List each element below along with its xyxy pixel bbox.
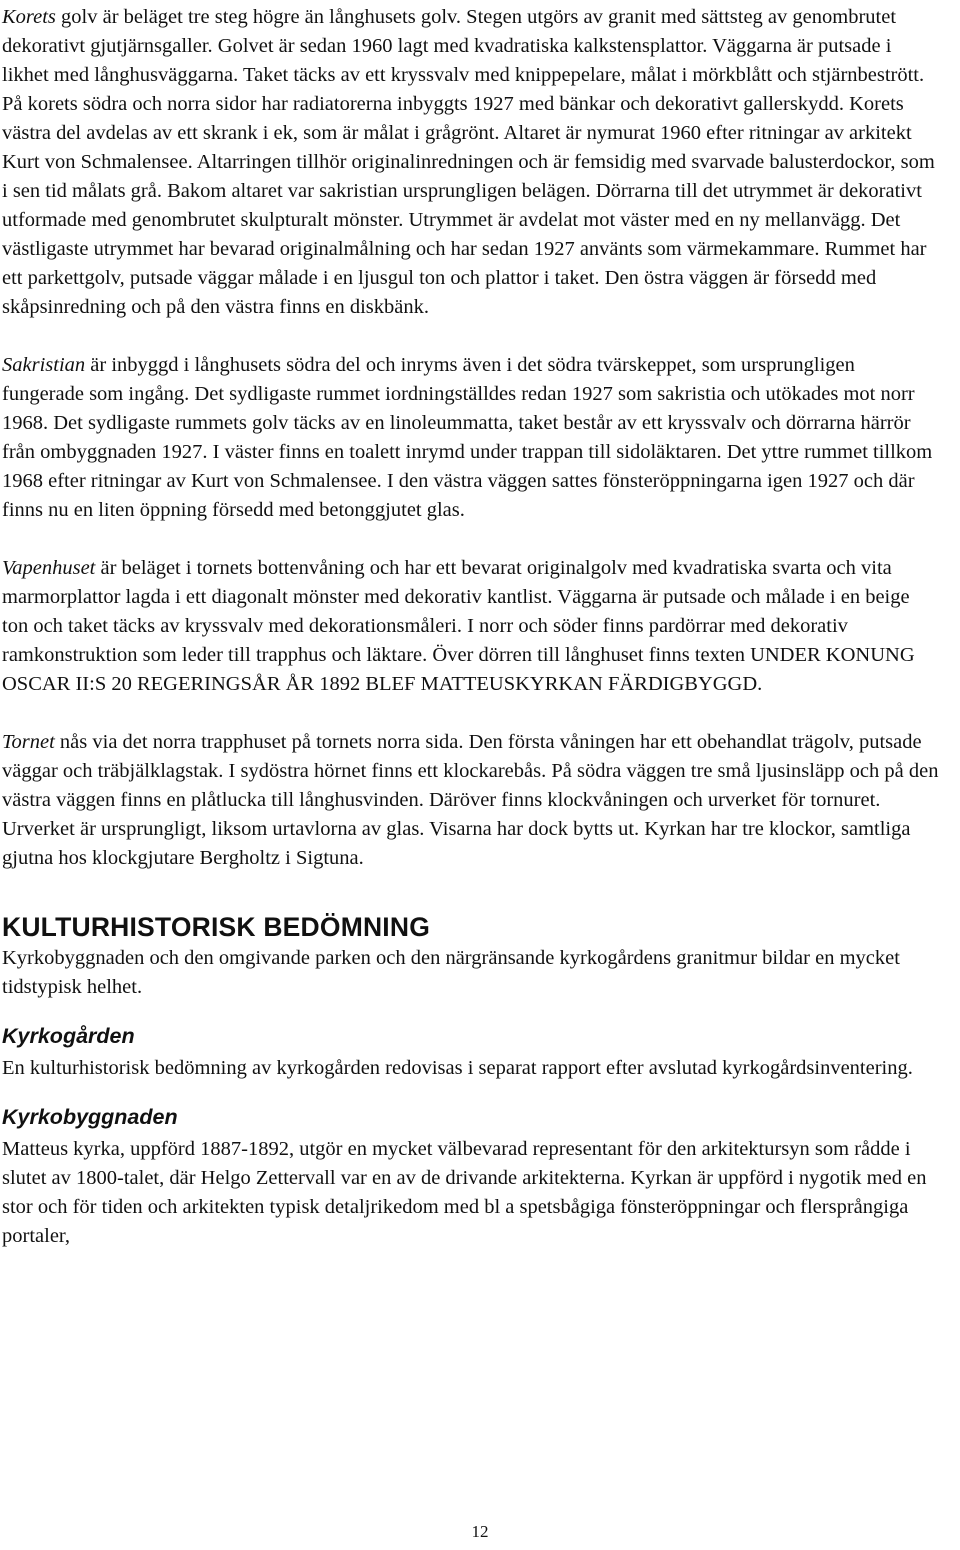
term-sakristian: Sakristian [2, 354, 86, 376]
paragraph-vapenhuset-text: är beläget i tornets bottenvåning och har ett bevarat originalgolv med kvadratiska svarta och vita marmorplattor lagda i ett diagonalt mönster med dekorativ kantlist. Väggarna är putsade och målade i en beige ton och taket täcks av kryssvalv med dekorationsmåleri. I norr och söder finns pardörrar med dekorativ ramkonstruktion som leder till trapphus och läktare. Över dörren till långhuset finns texten UNDER KONUNG OSCAR II:S 20 REGERINGSÅR ÅR 1892 BLEF MATTEUSKYRKAN FÄRDIGBYGGD. [2, 557, 915, 695]
term-tornet: Tornet [2, 731, 55, 753]
section-heading: KULTURHISTORISK BEDÖMNING [2, 912, 431, 942]
paragraph-koret-text: golv är beläget tre steg högre än långhusets golv. Stegen utgörs av granit med sättsteg av genombrutet dekorativt gjutjärnsgaller. Golvet är sedan 1960 lagt med kvadratiska kalkstensplattor. Väggarna är putsade i likhet med långhusväggarna. Taket täcks av ett kryssvalv med knippepelare, målat i mörkblått och stjärnbestrött. På korets södra och norra sidor har radiatorerna inbyggts 1927 med bänkar och dekorativt gallerskydd. Korets västra del avdelas av ett skrank i ek, som är målat i grågrönt. Altaret är nymurat 1960 efter ritningar av arkitekt Kurt von Schmalensee. Altarringen tillhör originalinredningen och är femsidig med svarvade balusterdockor, som i sen tid målats grå. Bakom altaret var sakristian ursprungligen belägen. Dörrarna till det utrymmet är dekorativt utformade med genombrutet skulpturalt mönster. Utrymmet är avdelat mot väster med en ny mellanvägg. Det västligaste utrymmet har bevarad originalmålning och har sedan 1927 använts som värmekammare. Rummet har ett parkettgolv, putsade väggar målade i en ljusgul ton och plattor i taket. Den östra väggen är försedd med skåpsinredning och på den västra finns en diskbänk. [2, 6, 935, 318]
paragraph-sakristian-text: är inbyggd i långhusets södra del och inryms även i det södra tvärskeppet, som ursprungligen fungerade som ingång. Det sydligaste rummet iordningställdes redan 1927 som sakristia och utökades mot norr 1968. Det sydligaste rummets golv täcks av en linoleummatta, taket består av ett kryssvalv och dörrarna härrör från ombyggnaden 1927. I väster finns en toalett inrymd under trappan till sidoläktaren. Det yttre rummet tillkom 1968 efter ritningar av Kurt von Schmalensee. I den västra väggen sattes fönsteröppningarna igen 1927 och där finns nu en liten öppning försedd med betonggjutet glas. [2, 354, 933, 521]
page-number: 12 [471, 1522, 489, 1541]
subsection-heading-kyrkogarden: Kyrkogården [2, 1024, 135, 1048]
paragraph-tornet-text: nås via det norra trapphuset på tornets norra sida. Den första våningen har ett obehandlat trägolv, putsade väggar och träbjälklagstak. I sydöstra hörnet finns ett klockarebås. På södra väggen tre små ljusinsläpp och på den västra väggen finns en plåtlucka till långhusvinden. Däröver finns klockvåningen och urverket för tornuret. Urverket är ursprungligt, liksom urtavlorna av glas. Visarna har dock bytts ut. Kyrkan har tre klockor, samtliga gjutna hos klockgjutare Bergholtz i Sigtuna. [2, 731, 939, 869]
term-vapenhuset: Vapenhuset [2, 557, 96, 579]
section-intro: Kyrkobyggnaden och den omgivande parken och den närgränsande kyrkogårdens granitmur bildar en mycket tidstypisk helhet. [2, 947, 900, 998]
paragraph-sakristian [2, 351, 940, 525]
paragraph-vapenhuset [2, 554, 940, 699]
paragraph-spacer [2, 525, 940, 554]
paragraph-spacer [2, 322, 940, 351]
paragraph-tornet [2, 728, 940, 873]
paragraph-spacer [2, 699, 940, 728]
subsection-text-kyrkobyggnaden: Matteus kyrka, uppförd 1887-1892, utgör en mycket välbevarad representant för den arkitektursyn som rådde i slutet av 1800-talet, där Helgo Zettervall var en av de drivande arkitekterna. Kyrkan är uppförd i nygotik med en stor och för tiden och arkitekten typisk detaljrikedom med bl a spetsbågiga fönsteröppningar och flersprångiga portaler, [2, 1138, 927, 1247]
subsection-text-kyrkogarden: En kulturhistorisk bedömning av kyrkogården redovisas i separat rapport efter avslutad kyrkogårdsinventering. [2, 1057, 913, 1079]
term-koret: Korets [2, 6, 56, 28]
subsection-heading-kyrkobyggnaden: Kyrkobyggnaden [2, 1105, 178, 1129]
paragraph-koret [2, 3, 940, 322]
